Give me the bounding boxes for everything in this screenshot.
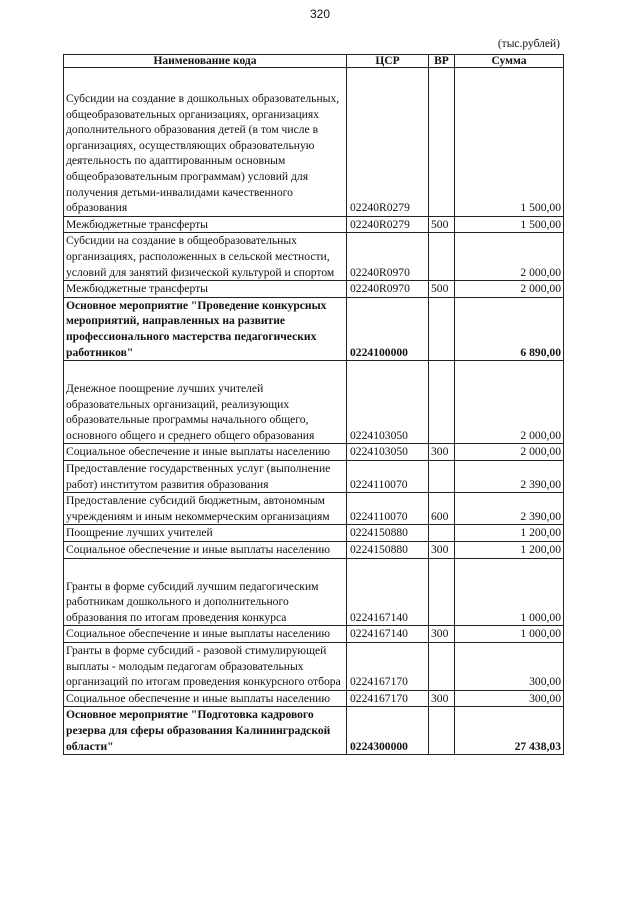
row-name: Социальное обеспечение и иные выплаты населению [64,542,347,559]
row-csr: 02240R0279 [347,68,429,217]
row-vr [429,68,455,217]
row-name: Предоставление субсидий бюджетным, автономным учреждениям и иным некоммерческим организациям [64,493,347,525]
table-row [64,281,564,298]
row-name: Субсидии на создание в дошкольных образовательных, общеобразовательных организациях, организациях дополнительного образования детей (в том числе в организациях, осуществляющих образовательную деятельность по адаптированным основным общеобразовательным программам) условий для получения детьми-инвалидами качественного образования [64,68,347,217]
row-vr [429,643,455,691]
row-sum: 27 438,03 [455,707,564,755]
row-csr: 0224300000 [347,707,429,755]
row-csr: 0224103050 [347,361,429,444]
table-row [64,626,564,643]
table-row [64,461,564,493]
row-vr: 300 [429,444,455,461]
row-vr [429,707,455,755]
row-name: Поощрение лучших учителей [64,525,347,542]
table-row [64,68,564,217]
row-sum: 1 500,00 [455,216,564,233]
row-name: Социальное обеспечение и иные выплаты населению [64,444,347,461]
page-number: 320 [309,7,331,21]
row-vr: 600 [429,493,455,525]
row-csr: 0224100000 [347,297,429,360]
row-sum: 2 390,00 [455,461,564,493]
row-name: Основное мероприятие "Проведение конкурсных мероприятий, направленных на развитие профессионального мастерства педагогических работников" [64,297,347,360]
row-vr [429,558,455,626]
row-csr: 0224103050 [347,444,429,461]
header-csr: ЦСР [347,55,429,68]
row-name: Социальное обеспечение и иные выплаты населению [64,626,347,643]
row-sum: 2 000,00 [455,444,564,461]
row-csr: 0224167140 [347,626,429,643]
row-csr: 0224110070 [347,461,429,493]
budget-table [63,54,564,755]
row-name: Денежное поощрение лучших учителей образовательных организаций, реализующих образовательные программы начального общего, основного общего и среднего общего образования [64,361,347,444]
row-sum: 1 200,00 [455,525,564,542]
row-vr: 300 [429,542,455,559]
row-vr [429,461,455,493]
row-name: Предоставление государственных услуг (выполнение работ) институтом развития образования [64,461,347,493]
row-sum: 1 000,00 [455,626,564,643]
row-csr: 02240R0279 [347,216,429,233]
table-header [64,55,564,68]
header-name: Наименование кода [64,55,347,68]
row-csr: 02240R0970 [347,281,429,298]
row-sum: 2 390,00 [455,493,564,525]
unit-note: (тыс.рублей) [497,38,560,50]
table-row [64,542,564,559]
table-row [64,361,564,444]
row-vr: 300 [429,690,455,707]
row-csr: 0224150880 [347,525,429,542]
row-csr: 0224150880 [347,542,429,559]
row-name: Гранты в форме субсидий - разовой стимулирующей выплаты - молодым педагогам образовательных организаций по итогам проведения конкурсного отбора [64,643,347,691]
table-row [64,297,564,360]
row-sum: 2 000,00 [455,361,564,444]
row-csr: 0224167170 [347,690,429,707]
row-sum: 1 200,00 [455,542,564,559]
row-sum: 300,00 [455,690,564,707]
row-name: Основное мероприятие "Подготовка кадрового резерва для сферы образования Калининградской области" [64,707,347,755]
row-vr [429,297,455,360]
row-csr: 0224167140 [347,558,429,626]
row-vr [429,233,455,281]
row-sum: 1 000,00 [455,558,564,626]
table-row [64,216,564,233]
table-row [64,690,564,707]
row-vr: 500 [429,216,455,233]
row-name: Социальное обеспечение и иные выплаты населению [64,690,347,707]
row-csr: 0224110070 [347,493,429,525]
header-sum: Сумма [455,55,564,68]
row-csr: 0224167170 [347,643,429,691]
row-name: Межбюджетные трансферты [64,281,347,298]
row-name: Субсидии на создание в общеобразовательных организациях, расположенных в сельской местности, условий для занятий физической культурой и спортом [64,233,347,281]
row-vr [429,525,455,542]
row-csr: 02240R0970 [347,233,429,281]
row-vr [429,361,455,444]
table-row [64,444,564,461]
table-row [64,233,564,281]
table-row [64,643,564,691]
table-row [64,493,564,525]
table-row [64,707,564,755]
row-name: Гранты в форме субсидий лучшим педагогическим работникам дошкольного и дополнительного образования по итогам проведения конкурса [64,558,347,626]
row-vr: 500 [429,281,455,298]
row-name: Межбюджетные трансферты [64,216,347,233]
table-row [64,525,564,542]
row-sum: 1 500,00 [455,68,564,217]
row-sum: 6 890,00 [455,297,564,360]
row-sum: 2 000,00 [455,233,564,281]
table-row [64,558,564,626]
row-sum: 2 000,00 [455,281,564,298]
row-vr: 300 [429,626,455,643]
row-sum: 300,00 [455,643,564,691]
header-vr: ВР [429,55,455,68]
